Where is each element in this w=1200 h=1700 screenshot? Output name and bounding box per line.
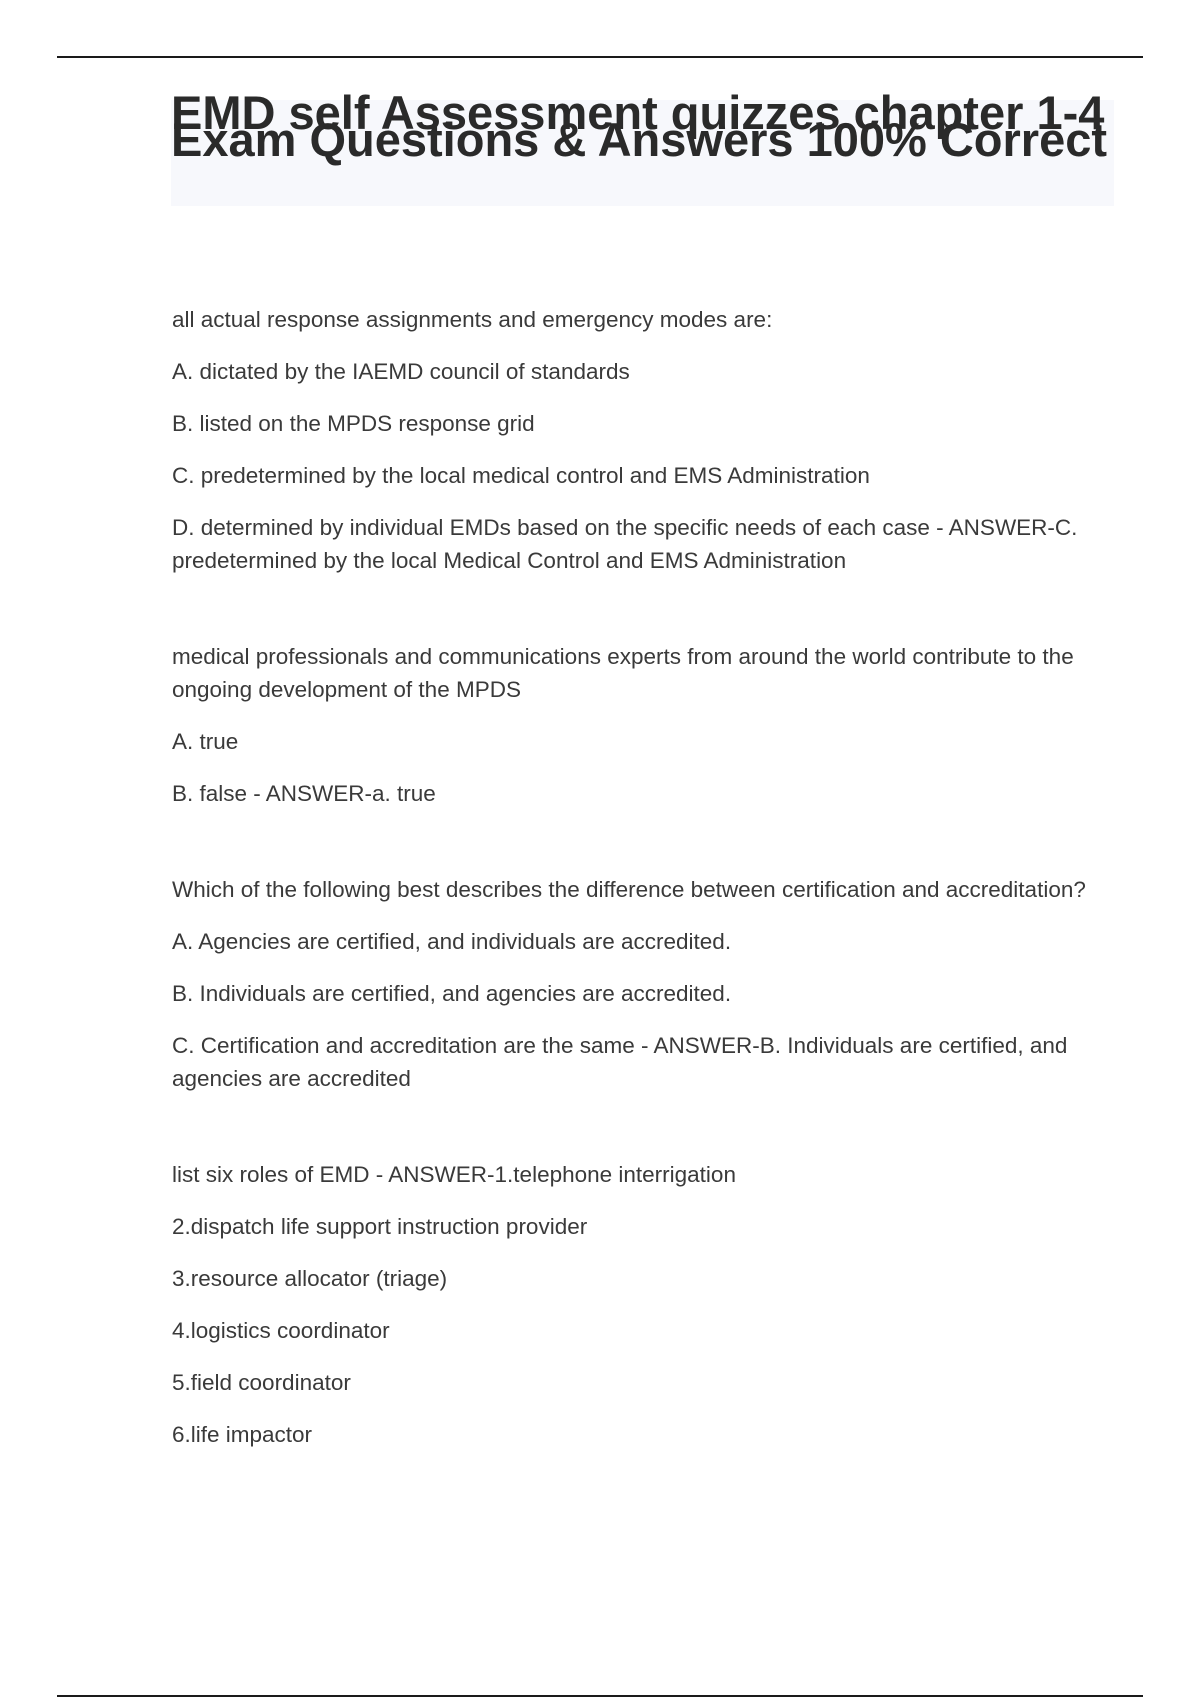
question-block	[172, 303, 1112, 577]
list-item: 3.resource allocator (triage)	[172, 1266, 448, 1291]
question-text: all actual response assignments and emergency modes are:	[172, 307, 773, 332]
question-block	[172, 1158, 1112, 1451]
question-text: Which of the following best describes the difference between certification and accreditation?	[172, 877, 1086, 902]
question-block	[172, 640, 1112, 810]
list-item: 2.dispatch life support instruction provider	[172, 1214, 588, 1239]
question-text: list six roles of EMD - ANSWER-1.telephone interrigation	[172, 1162, 736, 1187]
document-title: EMD self Assessment quizzes chapter 1-4 Exam Questions & Answers 100% Correct	[171, 86, 1108, 166]
document-body	[172, 303, 1112, 1451]
question-block	[172, 873, 1112, 1095]
list-item: 6.life impactor	[172, 1422, 313, 1447]
answer-option: B. false - ANSWER-a. true	[172, 781, 436, 806]
list-item: 5.field coordinator	[172, 1370, 351, 1395]
answer-option: A. true	[172, 729, 239, 754]
answer-option: A. dictated by the IAEMD council of standards	[172, 359, 630, 384]
question-text: medical professionals and communications experts from around the world contribute to the ongoing development of the MPDS	[172, 644, 1074, 702]
bottom-rule	[57, 1695, 1143, 1697]
answer-option: D. determined by individual EMDs based on the specific needs of each case - ANSWER-C. predetermined by the local Medical Control and EMS Administration	[172, 515, 1078, 573]
top-rule	[57, 56, 1143, 58]
answer-option: C. predetermined by the local medical control and EMS Administration	[172, 463, 870, 488]
answer-option: B. Individuals are certified, and agencies are accredited.	[172, 981, 732, 1006]
answer-option: A. Agencies are certified, and individuals are accredited.	[172, 929, 732, 954]
answer-option: B. listed on the MPDS response grid	[172, 411, 535, 436]
list-item: 4.logistics coordinator	[172, 1318, 390, 1343]
answer-option: C. Certification and accreditation are the same - ANSWER-B. Individuals are certified, and agencies are accredited	[172, 1033, 1068, 1091]
